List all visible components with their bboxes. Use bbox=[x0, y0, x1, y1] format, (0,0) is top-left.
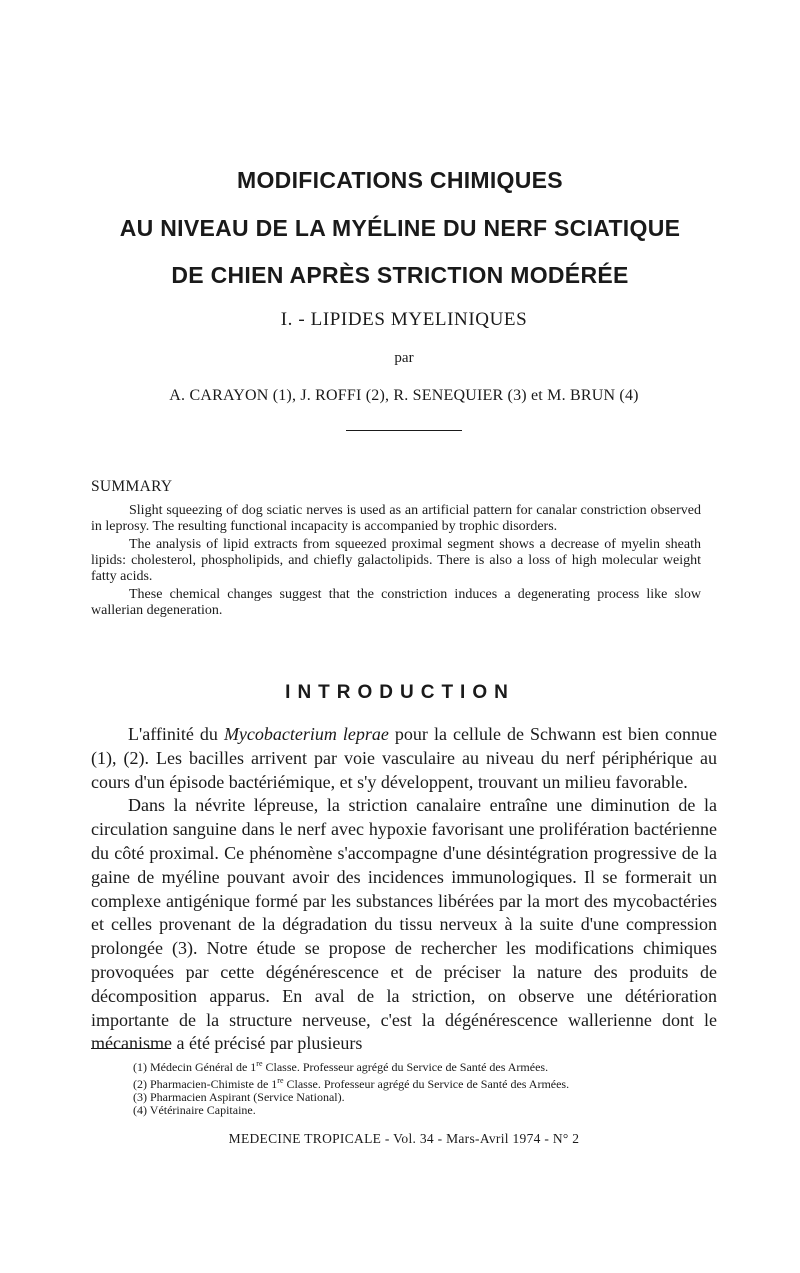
summary-paragraph: Slight squeezing of dog sciatic nerves is used as an artificial pattern for canalar constriction observed in leprosy. The resulting functional incapacity is accompanied by trophic disorders. bbox=[91, 503, 701, 534]
summary-paragraph: The analysis of lipid extracts from squeezed proximal segment shows a decrease of myelin sheath lipids: cholesterol, phospholipids, and chiefly galactolipids. There is also a loss of high molecular weight fatty acids. bbox=[91, 537, 701, 584]
title-divider bbox=[346, 430, 462, 431]
footnote-3: (3) Pharmacien Aspirant (Service National). bbox=[133, 1090, 345, 1104]
article-subtitle: I. - LIPIDES MYELINIQUES bbox=[280, 309, 528, 330]
author-list: A. CARAYON (1), J. ROFFI (2), R. SENEQUIER (3) et M. BRUN (4) bbox=[169, 387, 639, 404]
species-name: Mycobacterium leprae bbox=[223, 724, 389, 744]
body-paragraph-2: Dans la névrite lépreuse, la striction canalaire entraîne une diminution de la circulation sanguine dans le nerf avec hypoxie favorisant une prolifération bactérienne du côté proximal. Ce phénomène s'accompagne d'une désintégration progressive de la gaine de myéline pouvant avoir des incidences immunologiques. Il se formerait un complexe antigénique formé par les substances libérées par la mort des mycobactéries et celles provenant de la dégradation du tissu nerveux à la suite d'une compression prolongée (3). Notre étude se propose de rechercher les modifications chimiques provoquées par cette dégénérescence et de préciser la nature des produits de décomposition apparus. En aval de la striction, on observe une détérioration importante de la structure nerveuse, c'est la dégénérescence wallerienne dont le mécanisme a été précisé par plusieurs bbox=[91, 795, 717, 1054]
footnote-text: Classe. Professeur agrégé du Service de Santé des Armées. bbox=[283, 1077, 570, 1091]
footnote-1 bbox=[133, 1057, 693, 1074]
footnote-text: (2) Pharmacien-Chimiste de 1 bbox=[133, 1077, 278, 1091]
body-text-span: L'affinité du bbox=[128, 724, 224, 744]
footnote-superscript: re bbox=[256, 1059, 263, 1068]
summary-heading: SUMMARY bbox=[91, 478, 173, 495]
footnote-4: (4) Vétérinaire Capitaine. bbox=[133, 1103, 256, 1117]
introduction-body bbox=[91, 723, 717, 1056]
footnote-superscript: re bbox=[277, 1076, 284, 1085]
footnote-text: Classe. Professeur agrégé du Service de Santé des Armées. bbox=[262, 1060, 549, 1074]
body-text-span: pour la cellule de Schwann est bien connue (1), (2). Les bacilles arrivent par voie vasculaire au niveau du nerf périphérique au cours d'un épisode bactériémique, et s'y développent, trouvant un milieu favorable. bbox=[91, 724, 717, 792]
summary-block bbox=[91, 503, 701, 621]
article-title-line-3: DE CHIEN APRÈS STRICTION MODÉRÉE bbox=[171, 262, 629, 288]
footnote-2 bbox=[133, 1074, 693, 1091]
article-title-line-2: AU NIVEAU DE LA MYÉLINE DU NERF SCIATIQUE bbox=[119, 215, 681, 241]
footnotes bbox=[133, 1057, 693, 1117]
journal-footer: MEDECINE TROPICALE - Vol. 34 - Mars-Avril 1974 - N° 2 bbox=[228, 1131, 580, 1146]
summary-paragraph: These chemical changes suggest that the constriction induces a degenerating process like slow wallerian degeneration. bbox=[91, 587, 701, 618]
by-label: par bbox=[394, 350, 414, 366]
article-title-line-1: MODIFICATIONS CHIMIQUES bbox=[237, 167, 563, 193]
introduction-heading: INTRODUCTION bbox=[285, 682, 515, 703]
footnote-divider bbox=[91, 1048, 171, 1049]
footnote-text: (1) Médecin Général de 1 bbox=[133, 1060, 257, 1074]
body-paragraph-1 bbox=[91, 723, 717, 794]
